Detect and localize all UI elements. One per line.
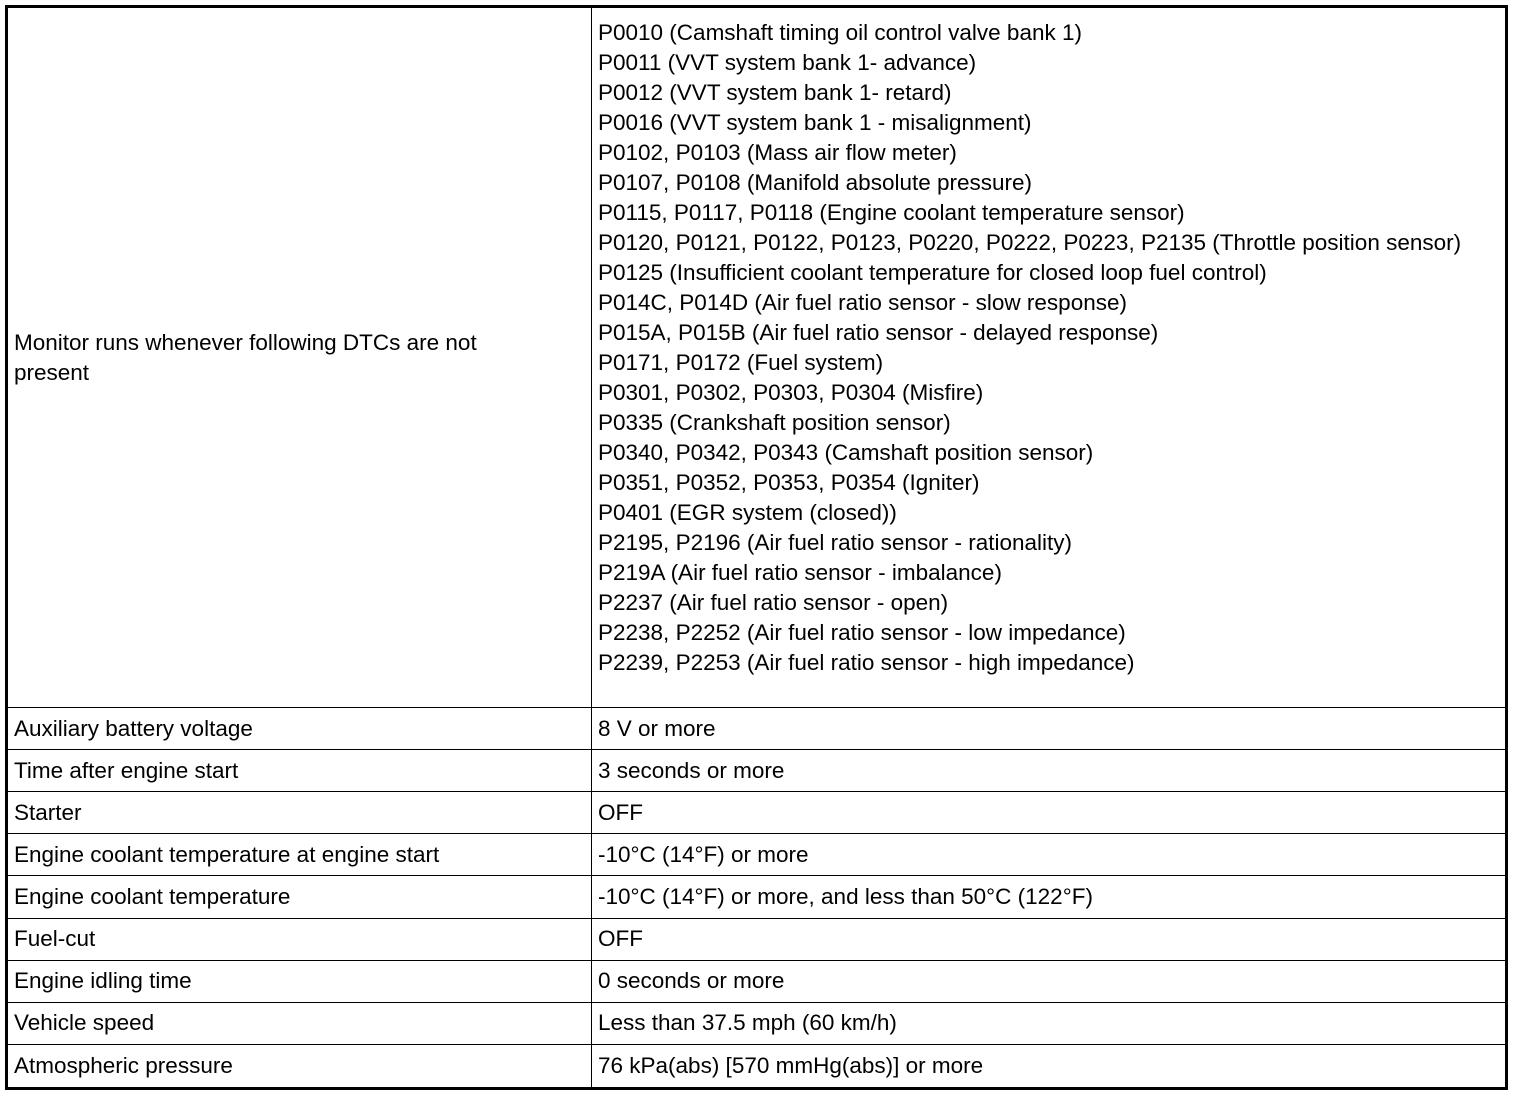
row-value-cell	[592, 1045, 1505, 1087]
dtc-line: P0340, P0342, P0343 (Camshaft position sensor)	[598, 440, 1094, 465]
dtc-line: P0125 (Insufficient coolant temperature for closed loop fuel control)	[598, 260, 1267, 285]
row-value-cell	[592, 792, 1505, 834]
row-label-cell	[8, 834, 592, 876]
row-label-cell	[8, 708, 592, 750]
dtc-line: P2238, P2252 (Air fuel ratio sensor - low impedance)	[598, 620, 1126, 645]
row-value-cell	[592, 834, 1505, 876]
dtc-line: P2195, P2196 (Air fuel ratio sensor - rationality)	[598, 530, 1072, 555]
row-label-cell	[8, 792, 592, 834]
dtc-list-cell	[592, 8, 1505, 708]
dtc-line: P0351, P0352, P0353, P0354 (Igniter)	[598, 470, 980, 495]
dtc-line: P0171, P0172 (Fuel system)	[598, 350, 884, 375]
row-label: Fuel-cut	[14, 926, 96, 952]
row-value-cell	[592, 708, 1505, 750]
dtc-line: P0401 (EGR system (closed))	[598, 500, 897, 525]
row-value-cell	[592, 919, 1505, 961]
row-value-cell	[592, 750, 1505, 792]
row-value-cell	[592, 961, 1505, 1003]
row-label: Auxiliary battery voltage	[14, 715, 253, 741]
row-label: Starter	[14, 799, 82, 825]
dtc-line: P0301, P0302, P0303, P0304 (Misfire)	[598, 380, 984, 405]
row-value: 8 V or more	[598, 715, 716, 741]
row-label-cell	[8, 1045, 592, 1087]
dtc-line: P0010 (Camshaft timing oil control valve bank 1)	[598, 20, 1082, 45]
row-label: Engine idling time	[14, 968, 192, 994]
row-label-cell	[8, 876, 592, 918]
row-value: OFF	[598, 799, 643, 825]
row-label: Engine coolant temperature at engine start	[14, 841, 440, 867]
row-value-cell	[592, 1003, 1505, 1045]
row-label: Time after engine start	[14, 757, 239, 783]
row-value-cell	[592, 876, 1505, 918]
dtc-line: P0115, P0117, P0118 (Engine coolant temperature sensor)	[598, 200, 1185, 225]
dtc-line: P0016 (VVT system bank 1 - misalignment)	[598, 110, 1032, 135]
monitor-label: Monitor runs whenever following DTCs are not present	[14, 329, 477, 385]
row-value: -10°C (14°F) or more	[598, 841, 809, 867]
dtc-line: P219A (Air fuel ratio sensor - imbalance)	[598, 560, 1002, 585]
dtc-line: P0120, P0121, P0122, P0123, P0220, P0222, P0223, P2135 (Throttle position sensor)	[598, 230, 1462, 255]
row-label-cell	[8, 919, 592, 961]
row-value: 76 kPa(abs) [570 mmHg(abs)] or more	[598, 1052, 984, 1078]
row-label-cell	[8, 961, 592, 1003]
row-value: Less than 37.5 mph (60 km/h)	[598, 1010, 897, 1036]
dtc-line: P0335 (Crankshaft position sensor)	[598, 410, 951, 435]
dtc-line: P2239, P2253 (Air fuel ratio sensor - high impedance)	[598, 650, 1135, 675]
dtc-line: P015A, P015B (Air fuel ratio sensor - delayed response)	[598, 320, 1159, 345]
row-value: -10°C (14°F) or more, and less than 50°C (122°F)	[598, 883, 1093, 909]
row-label-cell	[8, 750, 592, 792]
conditions-table	[5, 5, 1508, 1090]
dtc-line: P2237 (Air fuel ratio sensor - open)	[598, 590, 949, 615]
row-value: 3 seconds or more	[598, 757, 785, 783]
row-label: Atmospheric pressure	[14, 1052, 233, 1078]
row-label: Vehicle speed	[14, 1010, 155, 1036]
row-label: Engine coolant temperature	[14, 883, 291, 909]
dtc-line: P0012 (VVT system bank 1- retard)	[598, 80, 952, 105]
dtc-line: P0107, P0108 (Manifold absolute pressure)	[598, 170, 1033, 195]
monitor-label-cell	[8, 8, 592, 708]
row-label-cell	[8, 1003, 592, 1045]
dtc-line: P0011 (VVT system bank 1- advance)	[598, 50, 977, 75]
row-value: OFF	[598, 926, 643, 952]
dtc-line: P0102, P0103 (Mass air flow meter)	[598, 140, 957, 165]
dtc-line: P014C, P014D (Air fuel ratio sensor - slow response)	[598, 290, 1127, 315]
row-value: 0 seconds or more	[598, 968, 785, 994]
